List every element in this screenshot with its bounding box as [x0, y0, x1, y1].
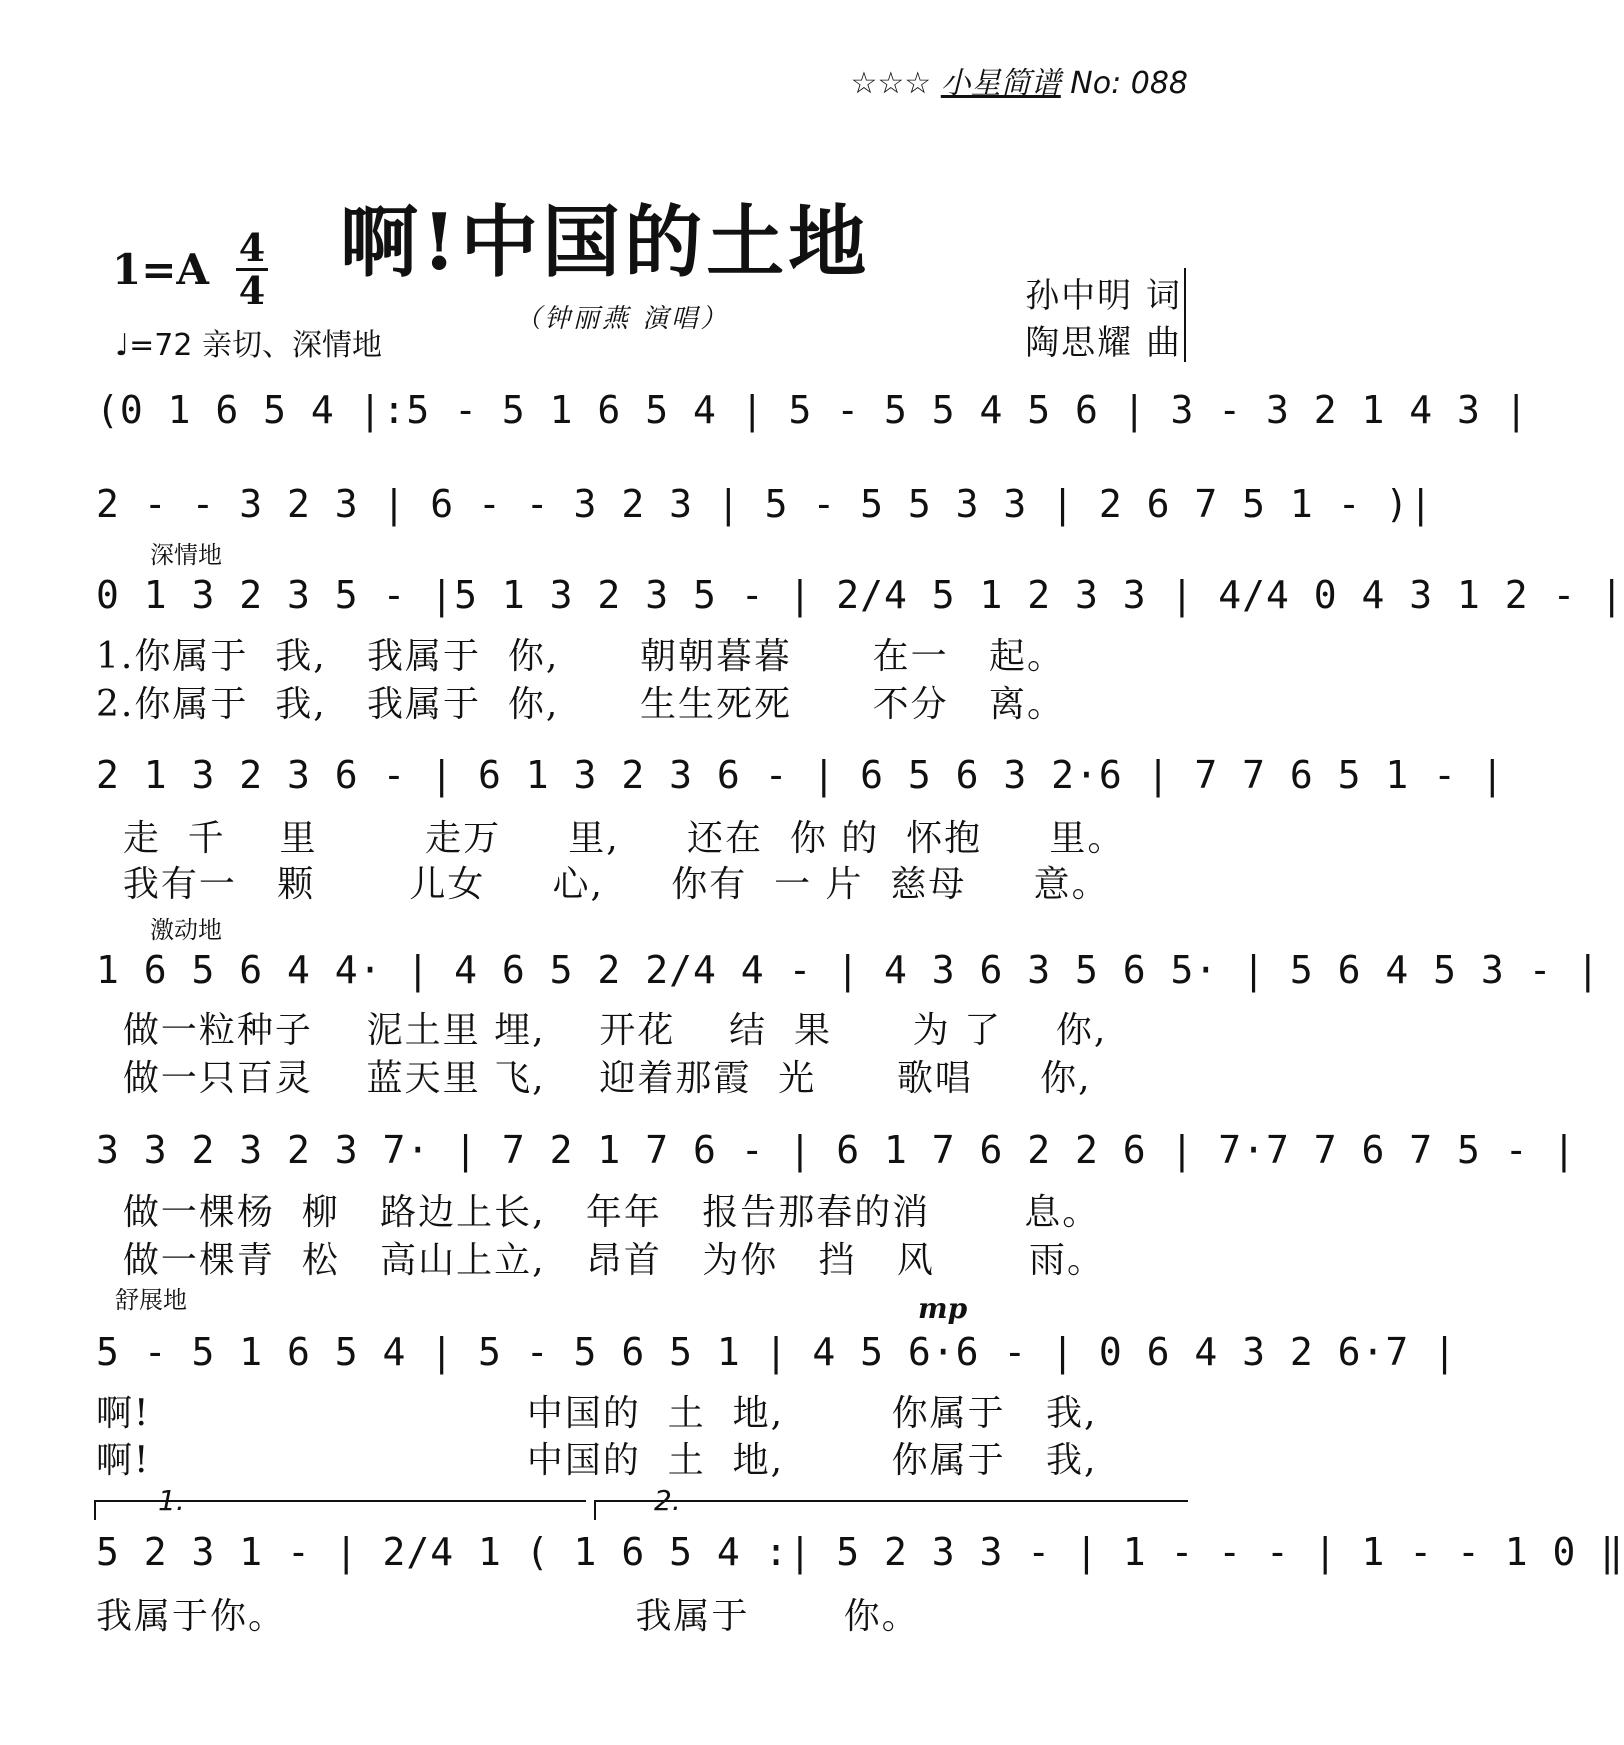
lyric-line: 做一粒种子 泥土里 埋, 开花 结 果 为 了 你, — [96, 1010, 1108, 1051]
time-signature-bottom: 4 — [238, 268, 266, 313]
lyric-line: 啊! 中国的 土 地, 你属于 我, — [96, 1440, 1098, 1481]
volta-bracket-second — [594, 1500, 1188, 1520]
score-line-5: 1 6 5 6 4 4· | 4 6 5 2 2/4 4 - | 4 3 6 3 5 6 5· | 5 6 4 5 3 - | — [96, 948, 1601, 992]
score-line-1: (0 1 6 5 4 |:5 - 5 1 6 5 4 | 5 - 5 5 4 5 6 | 3 - 3 2 1 4 3 | — [96, 388, 1529, 432]
score-line-3: 0 1 3 2 3 5 - |5 1 3 2 3 5 - | 2/4 5 1 2 3 3 | 4/4 0 4 3 1 2 - | — [96, 573, 1624, 617]
brand-header — [851, 58, 1188, 102]
score-line-2: 2 - - 3 2 3 | 6 - - 3 2 3 | 5 - 5 5 3 3 | 2 6 7 5 1 - )| — [96, 482, 1434, 526]
credit-divider — [1184, 268, 1186, 362]
volta-second-label: 2. — [654, 1484, 681, 1517]
lyric-line: 做一棵青 松 高山上立, 昂首 为你 挡 风 雨。 — [96, 1240, 1105, 1281]
lyric-line: 啊! 中国的 土 地, 你属于 我, — [96, 1393, 1098, 1434]
lyric-line: 2.你属于 我, 我属于 你, 生生死死 不分 离。 — [96, 684, 1065, 725]
key-signature: 1=A — [112, 245, 210, 294]
expression-mark: 深情地 — [150, 541, 222, 569]
lyric-line: 走 千 里 走万 里, 还在 你 的 怀抱 里。 — [96, 818, 1126, 859]
expression-mark: 舒展地 — [115, 1286, 187, 1314]
score-line-7: 5 - 5 1 6 5 4 | 5 - 5 6 5 1 | 4 5 6·6 - | 0 6 4 3 2 6·7 | — [96, 1330, 1458, 1374]
singer-credit: （钟丽燕 演唱） — [515, 304, 730, 334]
song-title: 啊!中国的土地 — [340, 197, 871, 288]
brand-stars: ☆☆☆ — [850, 66, 932, 101]
expression-mark: 激动地 — [150, 916, 222, 944]
lyricist-credit: 孙中明 词 — [1025, 276, 1182, 316]
score-line-4: 2 1 3 2 3 6 - | 6 1 3 2 3 6 - | 6 5 6 3 2·6 | 7 7 6 5 1 - | — [96, 753, 1505, 797]
lyric-line: 我属于你。 我属于 你。 — [96, 1596, 920, 1637]
brand-name: 小星简谱 — [940, 66, 1061, 101]
composer-credit: 陶思耀 曲 — [1025, 323, 1182, 363]
lyric-line: 做一棵杨 柳 路边上长, 年年 报告那春的消 息。 — [96, 1192, 1101, 1233]
time-signature-top: 4 — [238, 225, 266, 270]
tempo-marking: ♩=72 亲切、深情地 — [115, 328, 382, 363]
score-line-8: 5 2 3 1 - | 2/4 1 ( 1 6 5 4 :| 5 2 3 3 - | 1 - - - | 1 - - 1 0 ‖ — [96, 1530, 1624, 1574]
dynamic-mark: mp — [918, 1292, 968, 1325]
volta-first-label: 1. — [158, 1484, 185, 1517]
score-line-6: 3 3 2 3 2 3 7· | 7 2 1 7 6 - | 6 1 7 6 2 2 6 | 7·7 7 6 7 5 - | — [96, 1128, 1577, 1172]
lyric-line: 我有一 颗 儿女 心, 你有 一 片 慈母 意。 — [96, 864, 1110, 905]
lyric-line: 1.你属于 我, 我属于 你, 朝朝暮暮 在一 起。 — [96, 636, 1065, 677]
lyric-line: 做一只百灵 蓝天里 飞, 迎着那霞 光 歌唱 你, — [96, 1058, 1092, 1099]
time-signature — [232, 225, 272, 313]
brand-number: No: 088 — [1070, 66, 1188, 101]
